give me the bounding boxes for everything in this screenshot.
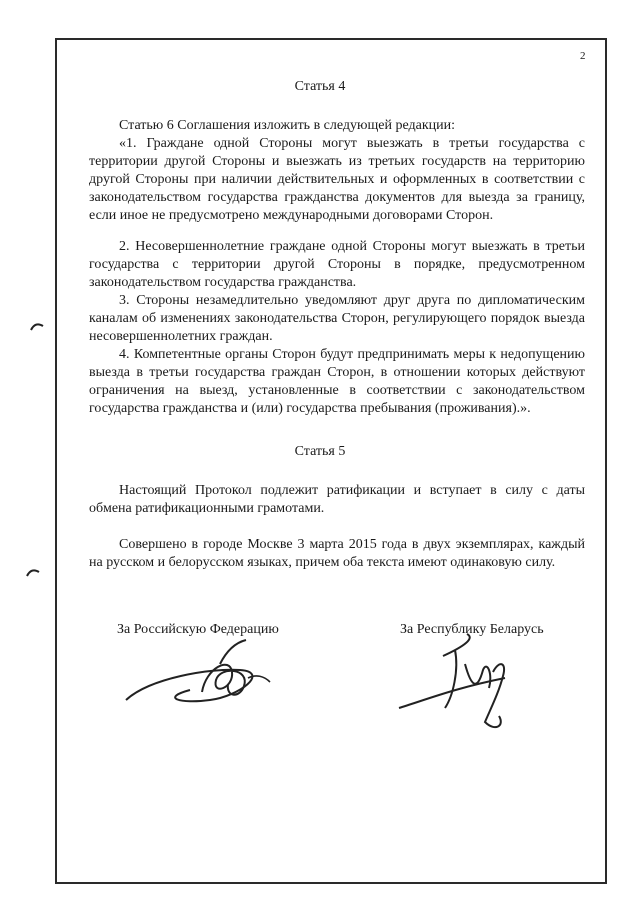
- signature-russia: [120, 638, 280, 718]
- article-4-item-2: 2. Несовершеннолетние граждане одной Стороны могут выезжать в третьи государства с территории другой Стороны в порядке, предусмотренном законодательством государства гражданства.: [89, 239, 585, 290]
- article-5-heading: Статья 5: [294, 444, 346, 459]
- article-4-item-1: «1. Граждане одной Стороны могут выезжать в третьи государства с территории другой Стороны и выезжать из третьих государств на территорию другой Стороны при наличии действительных и оформленных в соответствии с законодательством государства гражданства документов для выезда за границу, если иное не предусмотрено международными договорами Сторон.: [89, 136, 585, 223]
- article-4-intro: Статью 6 Соглашения изложить в следующей редакции:: [119, 118, 456, 133]
- page-number: 2: [580, 50, 586, 62]
- margin-mark-upper: [30, 322, 44, 332]
- article-4-heading: Статья 4: [294, 79, 346, 94]
- signature-label-belarus: За Республику Беларусь: [400, 622, 544, 637]
- article-4-item-3: 3. Стороны незамедлительно уведомляют друг друга по дипломатическим каналам об изменениях законодательства Сторон, регулирующего порядок выезда несовершеннолетних граждан.: [89, 293, 585, 344]
- article-4-item-4: 4. Компетентные органы Сторон будут предпринимать меры к недопущению выезда в третьи государства граждан Сторон, в отношении которых действуют ограничения на выезд, установленные в соответствии с законодательством государства гражданства и (или) государства пребывания (проживания).».: [89, 347, 585, 416]
- closing-statement: Совершено в городе Москве 3 марта 2015 года в двух экземплярах, каждый на русском и белорусском языках, причем оба текста имеют одинаковую силу.: [89, 537, 585, 570]
- signature-label-russia: За Российскую Федерацию: [117, 622, 279, 637]
- signature-belarus: [395, 630, 535, 740]
- margin-mark-lower: [26, 568, 40, 578]
- article-5-text: Настоящий Протокол подлежит ратификации и вступает в силу с даты обмена ратификационными грамотами.: [89, 483, 585, 516]
